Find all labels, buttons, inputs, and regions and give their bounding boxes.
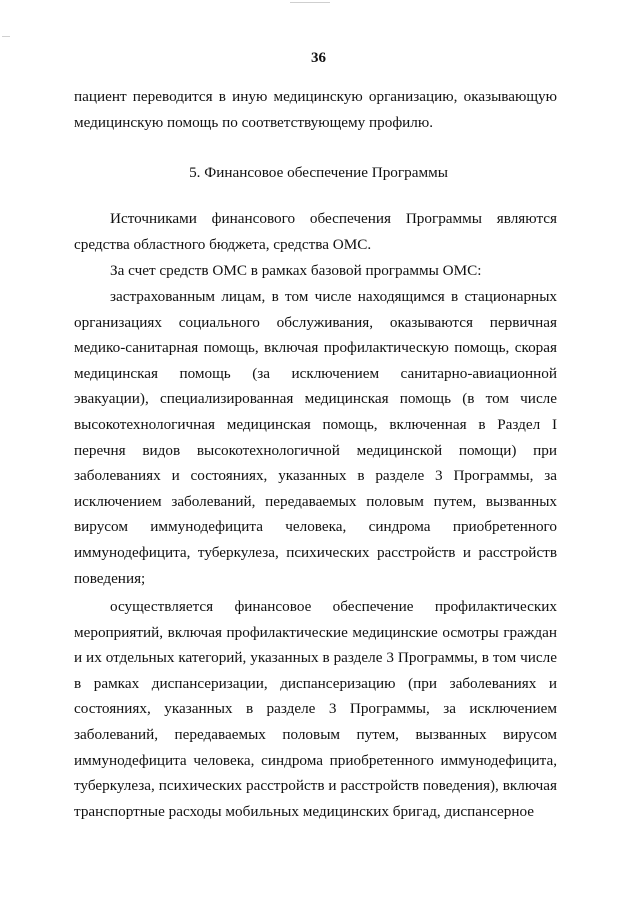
paragraph-financing: [74, 594, 557, 824]
paragraph-insured-persons-text: застрахованным лицам, в том числе находящимся в стационарных организациях социального обслуживания, оказываются первичная медико-санитарная помощь, включая профилактическую помощь, скорая медицинская помощь (за исключением санитарно-авиационной эвакуации), специализированная медицинская помощь (в том числе высокотехнологичная медицинская помощь, включенная в Раздел I перечня видов высокотехнологичной медицинской помощи) при заболеваниях и состояниях, указанных в разделе 3 Программы, за исключением заболеваний, передаваемых половым путем, вызванных вирусом иммунодефицита человека, синдрома приобретенного иммунодефицита, туберкулеза, психических расстройств и расстройств поведения;: [74, 288, 557, 587]
scan-artifact-mark: [2, 36, 10, 37]
paragraph-sources-text: Источниками финансового обеспечения Программы являются средства областного бюджета, средства ОМС.: [74, 210, 557, 253]
paragraph-continuation-text: пациент переводится в иную медицинскую организацию, оказывающую медицинскую помощь по соответствующему профилю.: [74, 88, 557, 131]
section-heading: 5. Финансовое обеспечение Программы: [189, 164, 448, 181]
paragraph-sources: [74, 206, 557, 257]
page-number: 36: [311, 50, 326, 66]
paragraph-financing-text: осуществляется финансовое обеспечение профилактических мероприятий, включая профилактические медицинские осмотры граждан и их отдельных категорий, указанных в разделе 3 Программы, в том числе в рамках диспансеризации, диспансеризацию (при заболеваниях и состояниях, указанных в разделе 3 Программы, за исключением заболеваний, передаваемых половым путем, вызванных вирусом иммунодефицита человека, синдрома приобретенного иммунодефицита, туберкулеза, психических расстройств и расстройств поведения), включая транспортные расходы мобильных медицинских бригад, диспансерное: [74, 598, 557, 820]
paragraph-oms-intro: [74, 258, 557, 284]
paragraph-continuation: [74, 84, 557, 135]
scan-artifact-line: [290, 2, 330, 3]
paragraph-insured-persons: [74, 284, 557, 591]
paragraph-oms-intro-text: За счет средств ОМС в рамках базовой программы ОМС:: [110, 262, 482, 279]
